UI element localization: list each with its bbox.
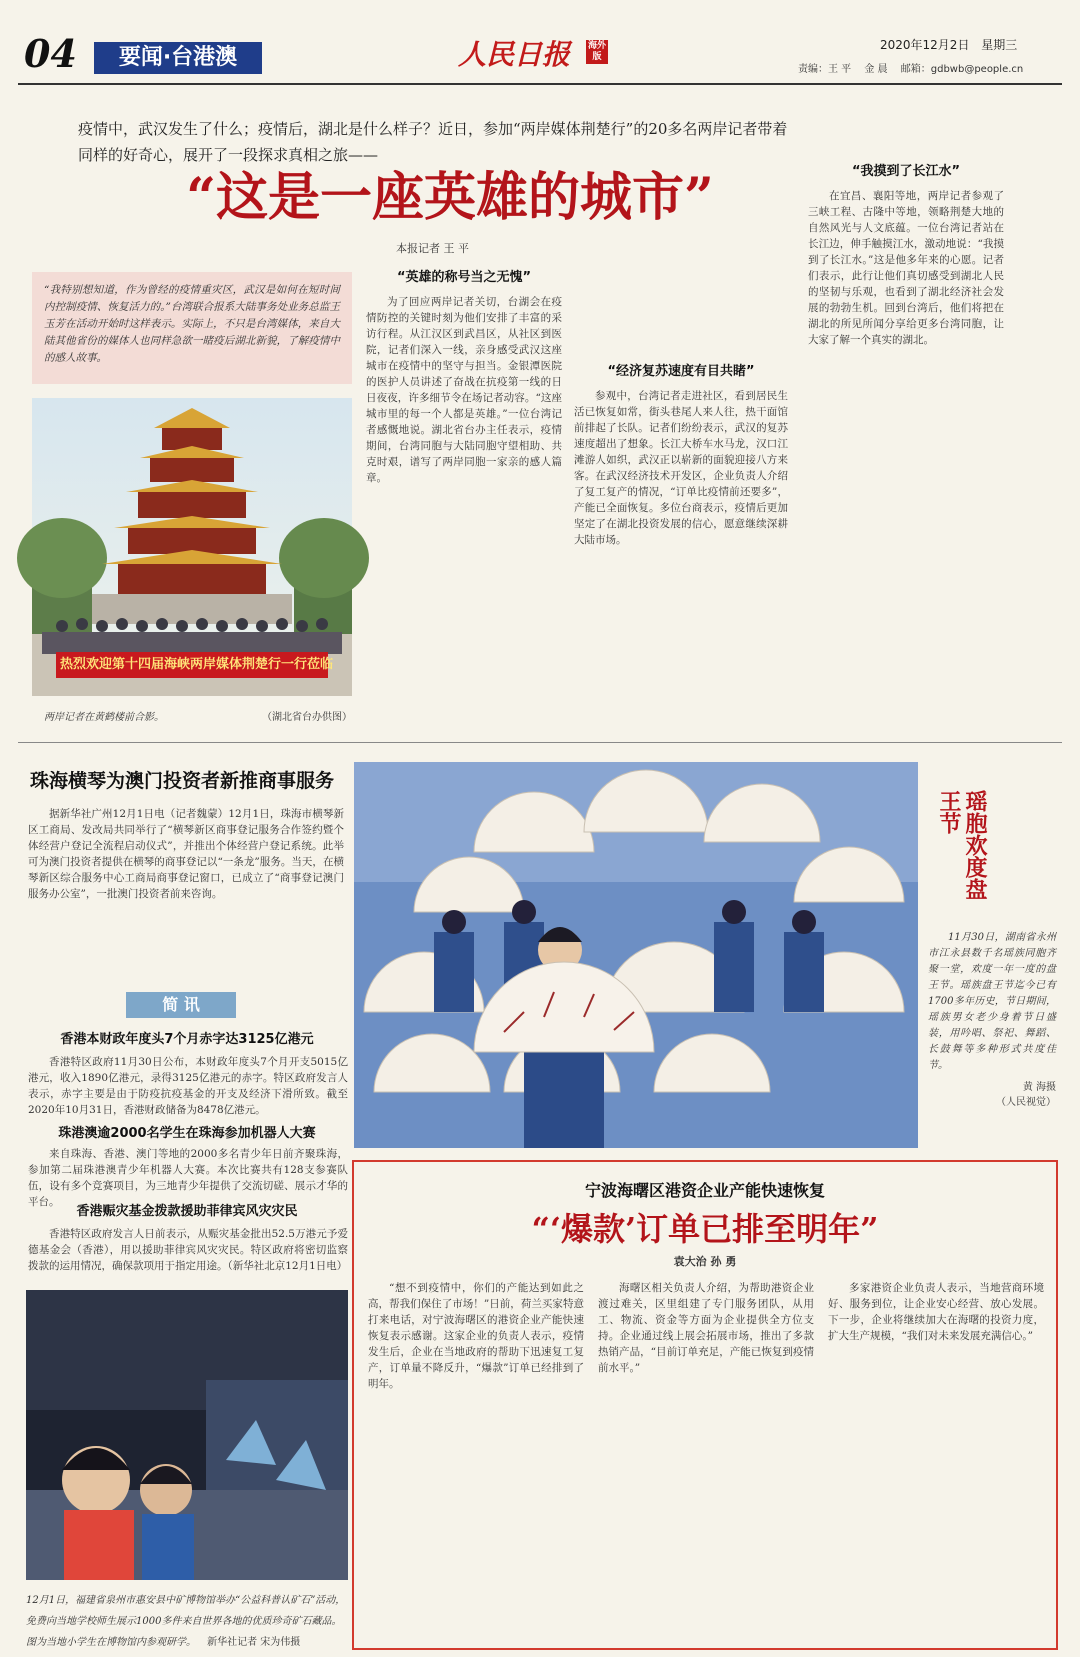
- brief-body-3: [28, 1226, 348, 1284]
- lead-body-col1: [366, 262, 562, 730]
- lead-byline: 本报记者 王 平: [396, 242, 469, 255]
- brief-body-text-3: 香港特区政府发言人日前表示，从赈灾基金批出52.5万港元予爱德基金会（香港），用以援助菲律宾风灾灾民。特区政府将密切监察拨款的运用情况，确保款项用于指定用途。（新华社北京12月1日电）: [28, 1228, 348, 1272]
- museum-caption-text: 12月1日，福建省泉州市惠安县中矿博物馆举办“公益科普认矿石”活动，免费向当地学校师生展示1000多件来自世界各地的优质珍奇矿石藏品。图为当地小学生在博物馆内参观研学。: [26, 1595, 346, 1648]
- yao-source: （人民视觉）: [996, 1097, 1056, 1108]
- lead-intro: 疫情中，武汉发生了什么；疫情后，湖北是什么样子？近日，参加“两岸媒体荆楚行”的20多名两岸记者带着同样的好奇心，展开了一段探求真相之旅——: [78, 120, 788, 164]
- lead-body-col2: [574, 262, 788, 730]
- museum-photo: [26, 1290, 348, 1580]
- ningbo-col2: [598, 1280, 814, 1642]
- museum-caption: [26, 1588, 348, 1652]
- editor: 责编：王 平: [798, 64, 852, 75]
- yao-credit: 黄 海摄: [1022, 1082, 1056, 1093]
- lead-body-col3: [808, 100, 1004, 730]
- ningbo-kicker: 宁波海曙区港资企业产能快速恢复: [584, 1181, 825, 1200]
- ningbo-byline: 袁大治 孙 勇: [673, 1255, 737, 1268]
- photo-caption: 两岸记者在黄鹤楼前合影。: [44, 712, 164, 723]
- ningbo-body-text-3: 多家港资企业负责人表示，当地营商环境好、服务到位，让企业安心经营、放心发展。下一步，企业将继续加大在海曙的投资力度，扩大生产规模，“我们对未来发展充满信心。”: [828, 1282, 1044, 1342]
- lead-body-text-3: 在宜昌、襄阳等地，两岸记者参观了三峡工程、古隆中等地，领略荆楚大地的自然风光与人文底蕴。一位台湾记者站在长江边，伸手触摸江水，激动地说：“我摸到了长江水。”这是他多年来的心愿。记者们表示，此行让他们真切感受到湖北人民的坚韧与乐观，也看到了湖北经济社会发展的勃勃生机。回到台湾后，他们将把在湖北的所见所闻分享给更多台湾同胞，让大家了解一个真实的湖北。: [808, 190, 1004, 346]
- ningbo-body-text-2: 海曙区相关负责人介绍，为帮助港资企业渡过难关，区里组建了专门服务团队，从用工、物流、资金等方面为企业提供全方位支持。企业通过线上展会拓展市场，推出了多款热销产品，“目前订单充足，产能已恢复到疫情前水平。”: [598, 1282, 814, 1374]
- lead-body-text-2: 参观中，台湾记者走进社区，看到居民生活已恢复如常，街头巷尾人来人往，热干面馆前排起了长队。记者们纷纷表示，武汉的复苏速度超出了想象。长江大桥车水马龙，汉口江滩游人如织，武汉正以崭新的面貌迎接八方来客。在武汉经济技术开发区，企业负责人介绍了复工复产的情况，“订单比疫情前还要多”，产能已全面恢复。多位台商表示，疫情后更加坚定了在湖北投资发展的信心，愿意继续深耕大陆市场。: [574, 390, 788, 546]
- ningbo-body-text-1: “想不到疫情中，你们的产能达到如此之高，帮我们保住了市场！”日前，荷兰买家特意打来电话，对宁波海曙区的港资企业产能快速恢复表示感谢。这家企业的负责人表示，疫情发生后，企业在当地政府的帮助下迅速复工复产，订单量不降反升，“爆款”订单已经排到了明年。: [368, 1282, 584, 1390]
- lead-title: “这是一座英雄的城市”: [186, 167, 714, 228]
- brief-title-1: 香港本财政年度头7个月赤字达3125亿港元: [60, 1032, 314, 1047]
- editor-line: [798, 60, 1023, 75]
- lead-photo-caption: [44, 708, 352, 723]
- masthead-tag: 海外版: [587, 41, 606, 62]
- lead-body-text-1: 为了回应两岸记者关切，台湖会在疫情防控的关键时刻为他们安排了丰富的采访行程。从江汉区到武昌区，从社区到医院，记者们深入一线，亲身感受武汉这座城市在疫情中的坚守与担当。金银潭医院的医护人员讲述了奋战在抗疫第一线的日日夜夜，许多细节令在场记者动容。“这座城市里的每一个人都是英雄。”一位台湾记者感慨地说。湖北省台办主任表示，疫情期间，台湾同胞与大陆同胞守望相助、共克时艰，谱写了两岸同胞一家亲的感人篇章。: [366, 296, 562, 484]
- lead-quote-box: [32, 272, 352, 384]
- fan-dance-illustration: [354, 762, 918, 1148]
- brief-title-2: 珠港澳逾2000名学生在珠海参加机器人大赛: [58, 1126, 316, 1141]
- sub-heading-yangtze: “我摸到了长江水”: [851, 164, 961, 179]
- yao-caption-text: 11月30日，湖南省永州市江永县数千名瑶族同胞齐聚一堂，欢度一年一度的盘王节。瑶族盘王节迄今已有1700多年历史，节日期间，瑶族男女老少身着节日盛装，用吟唱、祭祀、舞蹈、长鼓舞等多种形式共度佳节。: [928, 932, 1056, 1071]
- sub-heading-economy: “经济复苏速度有目共睹”: [607, 364, 755, 379]
- weekday-text: 星期三: [981, 38, 1018, 52]
- ningbo-title: “‘爆款’订单已排至明年”: [531, 1210, 879, 1248]
- photo-banner-text: 热烈欢迎第十四届海峡两岸媒体荆楚行一行莅临: [60, 657, 334, 672]
- yellow-crane-tower-illustration: [32, 398, 352, 696]
- mineral-museum-illustration: [26, 1290, 348, 1580]
- brief-body-text-1: 香港特区政府11月30日公布，本财政年度头7个月开支5015亿港元，收入1890亿港元，录得3125亿港元的赤字。特区政府发言人表示，赤字主要是由于防疫抗疫基金的开支及经济下滑所致。截至2020年10月31日，香港财政储备为8478亿港元。: [28, 1056, 348, 1116]
- photo-credit: （湖北省台办供图）: [262, 712, 352, 723]
- brief-title-3: 香港赈灾基金拨款援助菲律宾风灾灾民: [76, 1204, 298, 1219]
- yao-title: 瑶胞欢度盘王节: [936, 790, 988, 900]
- lead-quote: “我特别想知道，作为曾经的疫情重灾区，武汉是如何在短时间内控制疫情、恢复活力的。”台湾联合报系大陆事务处业务总监王玉芳在活动开始时这样表示。实际上，不只是台湾媒体，来自大陆其他省份的媒体人也同样急欲一睹疫后湖北新貌，了解疫情中的感人故事。: [44, 284, 340, 364]
- header-rule: [18, 83, 1062, 85]
- zhuhai-body: [28, 806, 344, 946]
- issue-date: [880, 36, 1017, 53]
- brief-body-2: [28, 1146, 348, 1208]
- section-divider: [18, 742, 1062, 743]
- ningbo-col3: [828, 1280, 1044, 1642]
- ningbo-box: [352, 1160, 1058, 1650]
- designer: 金 晨: [864, 64, 888, 75]
- zhuhai-title: 珠海横琴为澳门投资者新推商事服务: [29, 770, 334, 792]
- brief-body-1: [28, 1054, 348, 1120]
- yao-festival-photo: [354, 762, 918, 1148]
- email: 邮箱：gdbwb@people.cn: [900, 64, 1024, 75]
- masthead: 人民日报: [458, 38, 571, 71]
- ningbo-col1: [368, 1280, 584, 1642]
- museum-credit: 新华社记者 宋为伟摄: [207, 1637, 301, 1648]
- yao-caption: [928, 930, 1056, 1148]
- sub-heading-hero: “英雄的称号当之无愧”: [396, 270, 532, 285]
- lead-photo: [32, 398, 352, 696]
- brief-body-text-2: 来自珠海、香港、澳门等地的2000多名青少年日前齐聚珠海，参加第二届珠港澳青少年机器人大赛。本次比赛共有128支参赛队伍，设有多个竞赛项目，为三地青少年提供了交流切磋、展示才华的平台。: [28, 1148, 348, 1208]
- zhuhai-body-text: 据新华社广州12月1日电（记者魏蒙）12月1日，珠海市横琴新区工商局、发改局共同举行了“横琴新区商事登记服务合作签约暨个体经营户登记全流程启动仪式”，并推出个体经营户登记系统。此举可为澳门投资者提供在横琴的商事登记以“一条龙”服务。当天，在横琴新区综合服务中心工商局商事登记窗口，已成立了“商事登记澳门服务办公室”，一批澳门投资者前来咨询。: [28, 808, 344, 900]
- page-header: [18, 30, 1062, 82]
- page-number: 04: [24, 31, 77, 76]
- date-text: 2020年12月2日: [880, 38, 970, 52]
- section-label: 要闻·台港澳: [94, 42, 262, 74]
- brief-label: 简 讯: [126, 992, 236, 1018]
